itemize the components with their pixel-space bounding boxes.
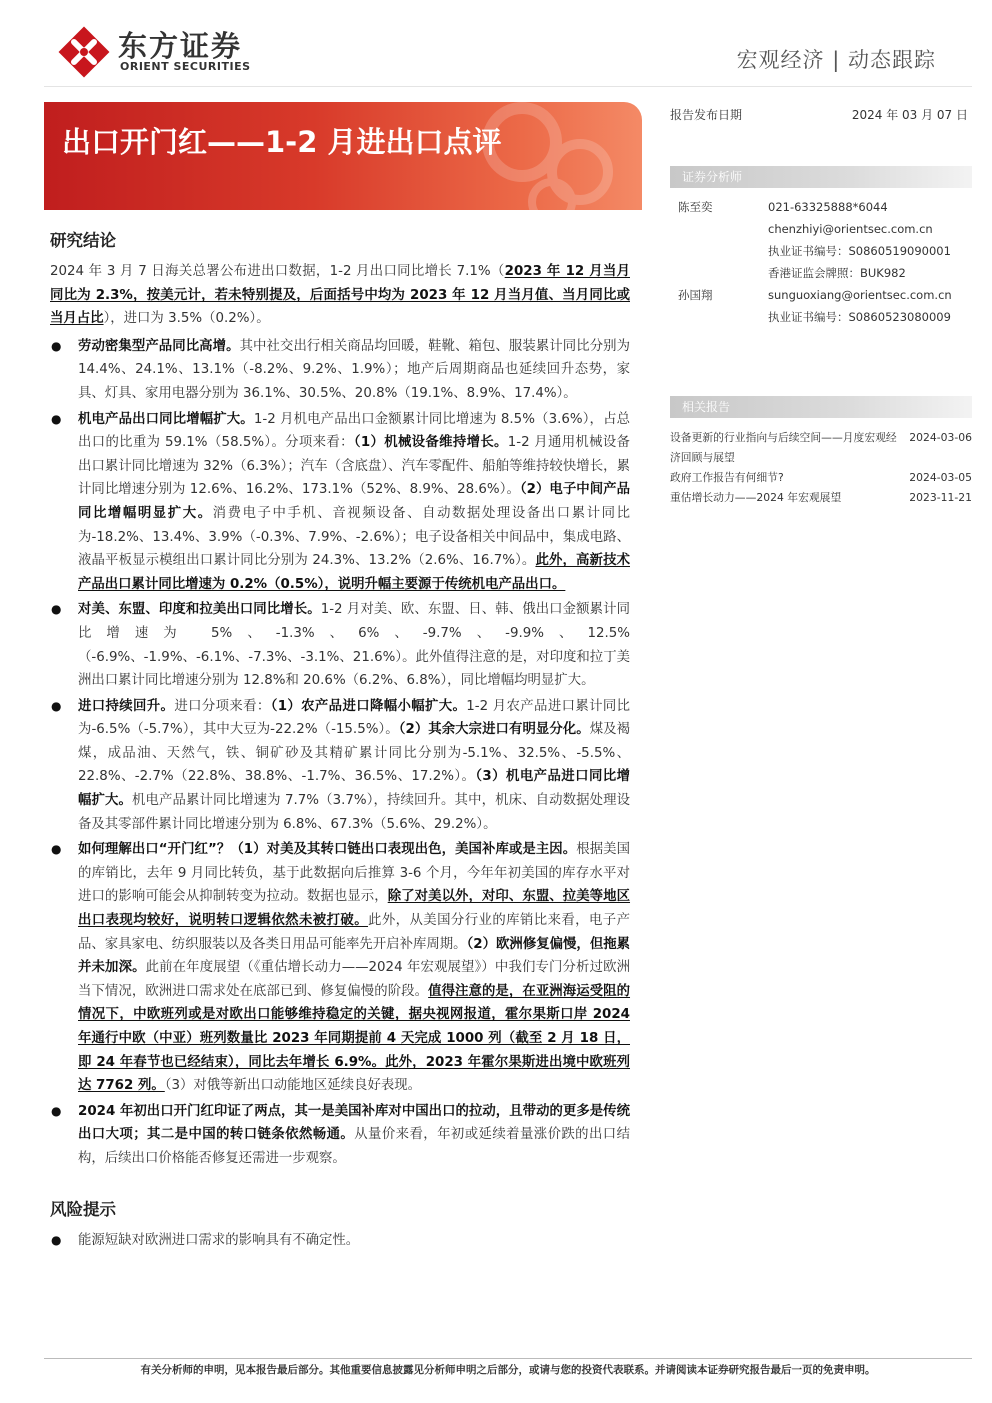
- intro-text-end: ），进口为 3.5%（0.2%）。: [103, 311, 270, 327]
- analyst-hk-license: 香港证监会牌照：BUK982: [768, 266, 906, 280]
- bullet-text: 煤及褐煤，成品油、天然气，铁、铜矿砂及其精矿累计同比分别为-5.1%、32.5%、-5.5%、22.8%、-2.7%（22.8%、38.8%、-1.7%、36.5%、17.2%）。: [78, 722, 630, 785]
- bullet-subhead: （2）电子中间产品同比增幅明显扩大。: [78, 482, 630, 521]
- list-item: [50, 838, 630, 1098]
- list-item: ● 能源短缺对欧洲进口需求的影响具有不确定性。: [50, 1229, 630, 1253]
- bullet-emphasis: 除了对美以外，对印、东盟、拉美等地区出口表现均较好，说明转口逻辑依然未被打破。: [78, 889, 631, 929]
- bullet-subhead: （1）农产品进口降幅小幅扩大。: [270, 698, 467, 714]
- list-item: [50, 1100, 630, 1171]
- related-report-date: 2024-03-06: [909, 431, 972, 444]
- list-item: [50, 408, 630, 597]
- analyst-email[interactable]: chenzhiyi@orientsec.com.cn: [768, 222, 933, 236]
- analyst-phone: 021-63325888*6044: [768, 200, 888, 214]
- intro-paragraph: [50, 260, 630, 331]
- related-report-item[interactable]: [670, 428, 972, 468]
- related-report-date: 2024-03-05: [909, 471, 972, 484]
- analysts-header: 证券分析师: [670, 166, 972, 188]
- report-category: 宏观经济 | 动态跟踪: [736, 48, 936, 72]
- pubdate-label: 报告发布日期: [670, 108, 743, 122]
- analysts-panel: [670, 166, 972, 328]
- related-report-date: 2023-11-21: [909, 491, 972, 504]
- footer-divider: [44, 1358, 972, 1359]
- bullet-subhead: （2）其余大宗进口有明显分化。: [398, 722, 590, 738]
- bullet-text: 此前在年度展望（《重估增长动力——2024 年宏观展望》）中我们专门分析过欧洲当下情况，欧洲进口需求处在底部已到、修复偏慢的阶段。: [78, 960, 630, 999]
- risk-list: [50, 1229, 630, 1253]
- bullet-text: 消费电子中手机、音视频设备、自动数据处理设备出口累计同比为-18.2%、13.4%、3.9%（-0.3%、7.9%、-2.6%）；电子设备相关中间品中，集成电路、液晶平板显示模组出口累计同比分别为 24.3%、13.2%（2.6%、16.7%）。: [78, 505, 631, 569]
- list-item: [50, 695, 630, 837]
- bullet-subhead: （1）机械设备维持增长。: [353, 435, 508, 451]
- bullet-text: 根据美国的库销比，去年 9 月同比转负，基于此数据向后推算 3-6 个月，今年年初美国的库存水平对进口的影响可能会从抑制转变为拉动。数据也显示，: [78, 842, 631, 905]
- title-banner: [44, 102, 642, 210]
- analyst-entry: [670, 284, 972, 328]
- analyst-name: 陈至奕: [678, 200, 713, 214]
- bullet-lead: 如何理解出口“开门红”？（1）对美及其转口链出口表现出色，美国补库或是主因。: [78, 842, 577, 858]
- analyst-name: 孙国翔: [678, 288, 713, 302]
- bullet-lead: 对美、东盟、印度和拉美出口同比增长。: [78, 602, 321, 618]
- related-report-item[interactable]: [670, 488, 972, 508]
- list-item: [50, 598, 630, 692]
- related-report-title[interactable]: 设备更新的行业指向与后续空间——月度宏观经济回顾与展望: [670, 431, 897, 464]
- related-reports-panel: [670, 396, 972, 508]
- analyst-license: 执业证书编号：S0860519090001: [768, 244, 951, 258]
- main-content: [50, 228, 630, 1254]
- header-divider: [44, 86, 972, 87]
- bullet-text: （3）对俄等新出口动能地区延续良好表现。: [164, 1078, 422, 1094]
- analyst-entry: [670, 196, 972, 284]
- analyst-email[interactable]: sunguoxiang@orientsec.com.cn: [768, 288, 952, 302]
- conclusion-list: [50, 335, 630, 1171]
- related-report-title[interactable]: 重估增长动力——2024 年宏观展望: [670, 491, 842, 504]
- section-title-risk: 风险提示: [50, 1199, 116, 1219]
- bullet-text: 此外，从美国分行业的库销比来看，电子产品、家具家电、纺织服装以及各类日用品可能率先开启补库周期。: [78, 913, 631, 952]
- brand-name-cn: 东方证券: [118, 29, 243, 63]
- report-title: 出口开门红——1-2 月进出口点评: [62, 125, 502, 159]
- bullet-text: 机电产品累计同比增速为 7.7%（3.7%），持续回升。其中，机床、自动数据处理设备及其零部件累计同比增速分别为 6.8%、67.3%（5.6%、29.2%）。: [78, 793, 631, 832]
- intro-emphasis: 2023 年 12 月当月同比为 2.3%，按美元计，若未特别提及，后面括号中均为 2023 年 12 月当月值、当月同比或当月占比: [50, 264, 630, 327]
- bullet-text: 其中社交出行相关商品均回暖，鞋靴、箱包、服装累计同比分别为 14.4%、24.1%、13.1%（-8.2%、9.2%、1.9%）；地产后周期商品也延续回升态势，家具、灯具、家用电器分别为 36.1%、30.5%、20.8%（19.1%、8.9%、17.4%）。: [78, 338, 631, 401]
- bullet-lead: 机电产品出口同比增幅扩大。: [78, 411, 254, 427]
- list-item: [50, 335, 630, 406]
- bullet-text: 1-2 月农产品进口累计同比为-6.5%（-5.7%），其中大豆为-22.2%（-15.5%）。: [78, 698, 631, 738]
- brand-name-en: ORIENT SECURITIES: [120, 60, 251, 73]
- bullet-subhead: （3）机电产品进口同比增幅扩大。: [78, 769, 630, 809]
- related-report-item[interactable]: [670, 468, 972, 488]
- bullet-lead: 进口持续回升。: [78, 698, 175, 714]
- bullet-text: 1-2 月机电产品出口金额累计同比增速为 8.5%（3.6%），占总出口的比重为 59.1%（58.5%）。分项来看：: [78, 411, 631, 451]
- related-report-title[interactable]: 政府工作报告有何细节?: [670, 471, 784, 484]
- footer-disclaimer: 有关分析师的申明，见本报告最后部分。其他重要信息披露见分析师申明之后部分，或请与您的投资代表联系。并请阅读本证券研究报告最后一页的免责申明。: [140, 1364, 876, 1376]
- bullet-text: 1-2 月对美、欧、东盟、日、韩、俄出口金额累计同比增速为 5%、-1.3%、6%、-9.7%、-9.9%、12.5%（-6.9%、-1.9%、-6.1%、-7.3%、-3.1%、21.6%）。此外值得注意的是，对印度和拉丁美洲出口累计同比增速分别为 12.8%和 20.6%（6.2%、6.8%），同比增幅均明显扩大。: [78, 602, 630, 689]
- pubdate-value: 2024 年 03 月 07 日: [851, 108, 968, 122]
- bullet-emphasis: 值得注意的是，在亚洲海运受阻的情况下，中欧班列或是对欧出口能够维持稳定的关键，据央视网报道，霍尔果斯口岸 2024 年通行中欧（中亚）班列数量比 2023 年同期提前 4 天完成 1000 列（截至 2 月 18 日，即 24 年春节也已经结束），同比去年增长 6.9%。此外，2023 年霍尔果斯进出境中欧班列达 7762 列。: [78, 983, 631, 1094]
- bullet-lead: 2024 年初出口开门红印证了两点，其一是美国补库对中国出口的拉动，且带动的更多是传统出口大项；其二是中国的转口链条依然畅通。: [78, 1103, 630, 1143]
- analyst-license: 执业证书编号：S0860523080009: [768, 310, 951, 324]
- bullet-lead: 劳动密集型产品同比高增。: [78, 338, 240, 354]
- bullet-subhead: （2）欧洲修复偏慢，但拖累并未加深。: [78, 936, 631, 976]
- bullet-emphasis: 此外，高新技术产品出口累计同比增速为 0.2%（0.5%），说明升幅主要源于传统机电产品出口。: [78, 553, 630, 592]
- bullet-text: 1-2 月通用机械设备出口累计同比增速为 32%（6.3%）；汽车（含底盘）、汽车零配件、船舶等维持较快增长，累计同比增速分别为 12.6%、16.2%、173.1%（52%、8.9%、28.6%）。: [78, 435, 630, 498]
- bullet-text: 从量价来看，年初或延续着量涨价跌的出口结构，后续出口价格能否修复还需进一步观察。: [78, 1127, 631, 1166]
- related-reports-header: 相关报告: [670, 396, 972, 418]
- orient-logo-icon: [58, 26, 110, 78]
- intro-text: 2024 年 3 月 7 日海关总署公布进出口数据，1-2 月出口同比增长 7.1%（: [50, 264, 505, 279]
- section-title-conclusion: 研究结论: [50, 231, 116, 250]
- bullet-text: 进口分项来看：: [174, 698, 271, 714]
